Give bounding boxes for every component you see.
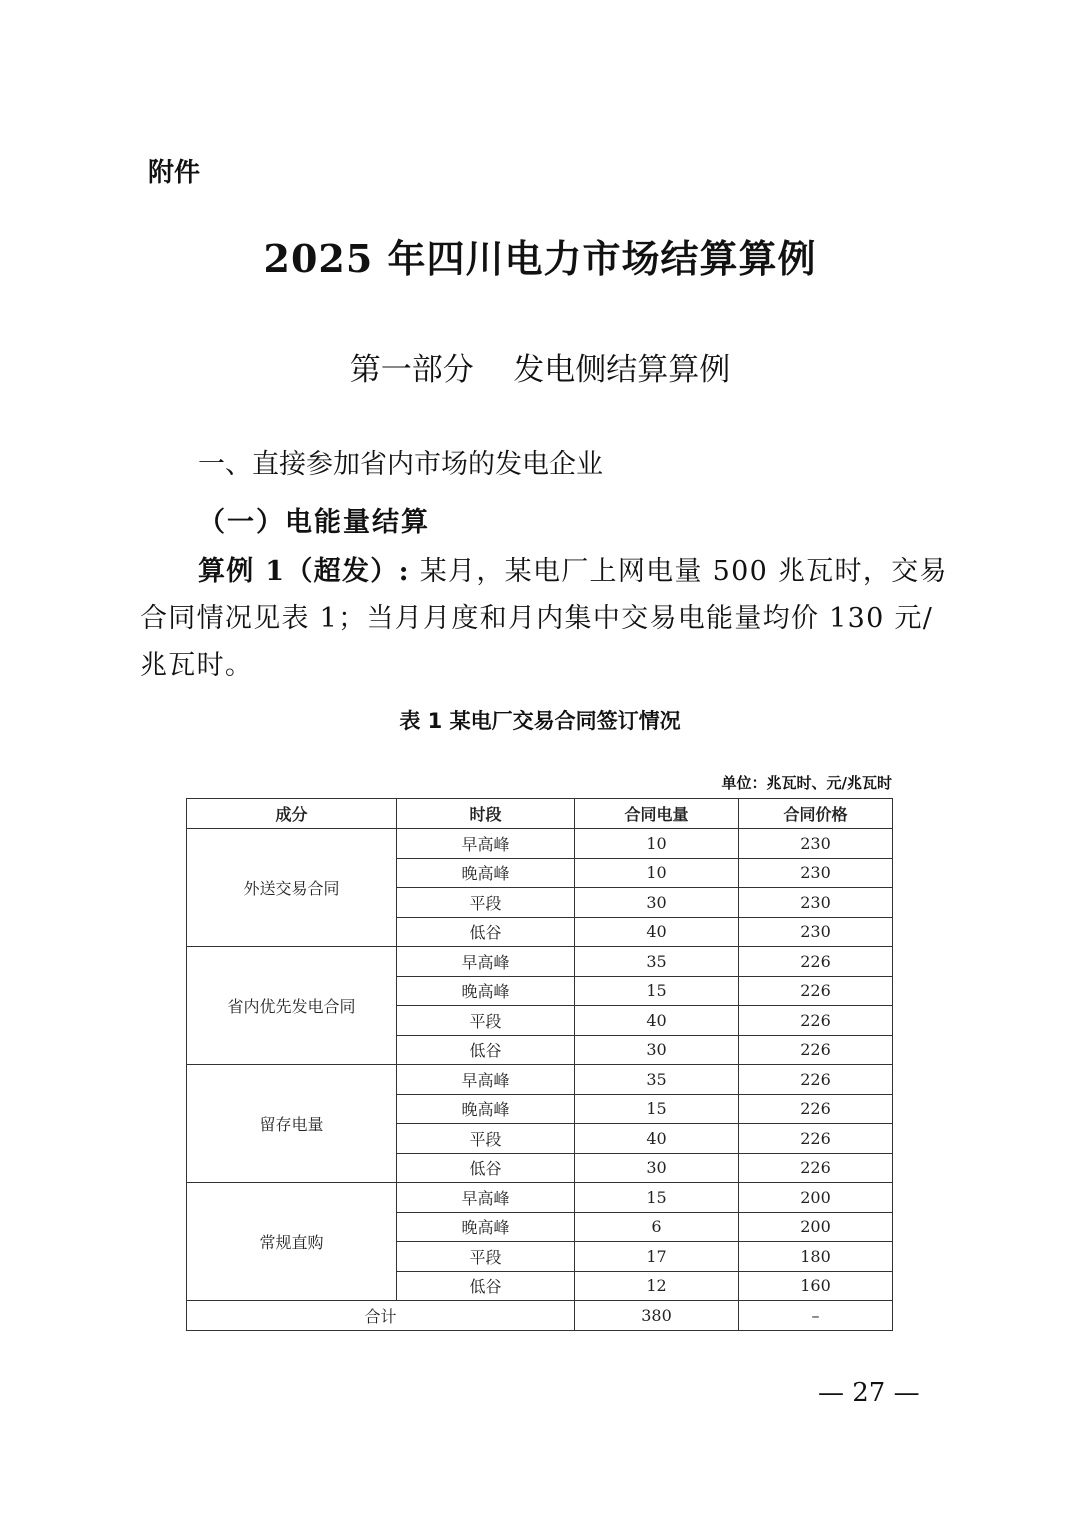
qty-cell: 15 [575,1094,739,1124]
price-cell: 226 [739,1065,893,1095]
price-cell: 226 [739,1035,893,1065]
group-name-cell: 留存电量 [187,1065,397,1183]
qty-cell: 17 [575,1242,739,1272]
period-cell: 平段 [397,1006,575,1036]
period-cell: 晚高峰 [397,1094,575,1124]
qty-cell: 15 [575,976,739,1006]
period-cell: 晚高峰 [397,976,575,1006]
total-label: 合计 [187,1301,575,1331]
table-row [187,829,893,859]
period-cell: 晚高峰 [397,1212,575,1242]
header-component: 成分 [187,799,397,829]
period-cell: 低谷 [397,917,575,947]
example-body: 某月，某电厂上网电量 500 兆瓦时，交易合同情况见表 1；当月月度和月内集中交易电能量均价 130 元/兆瓦时。 [140,556,948,681]
qty-cell: 40 [575,1124,739,1154]
qty-cell: 10 [575,858,739,888]
qty-cell: 30 [575,1035,739,1065]
table-row [187,1183,893,1213]
contract-table [186,798,893,1331]
table-row [187,947,893,977]
qty-cell: 12 [575,1271,739,1301]
table-total-row [187,1301,893,1331]
table-header-row [187,799,893,829]
period-cell: 低谷 [397,1153,575,1183]
period-cell: 平段 [397,1124,575,1154]
period-cell: 晚高峰 [397,858,575,888]
qty-cell: 40 [575,1006,739,1036]
table-body [187,829,893,1301]
price-cell: 226 [739,1124,893,1154]
price-cell: 226 [739,976,893,1006]
period-cell: 早高峰 [397,947,575,977]
header-period: 时段 [397,799,575,829]
section-heading: 一、直接参加省内市场的发电企业 [198,449,603,480]
table-caption: 表 1 某电厂交易合同签订情况 [399,709,681,733]
price-cell: 226 [739,1153,893,1183]
price-cell: 200 [739,1183,893,1213]
price-cell: 230 [739,917,893,947]
price-cell: 230 [739,888,893,918]
total-qty: 380 [575,1301,739,1331]
price-cell: 200 [739,1212,893,1242]
price-cell: 230 [739,858,893,888]
total-price: – [739,1301,893,1331]
price-cell: 226 [739,1094,893,1124]
qty-cell: 40 [575,917,739,947]
table-row [187,1065,893,1095]
period-cell: 早高峰 [397,1065,575,1095]
qty-cell: 30 [575,1153,739,1183]
part-title: 第一部分 发电侧结算算例 [349,352,731,388]
price-cell: 180 [739,1242,893,1272]
qty-cell: 30 [575,888,739,918]
header-contract-price: 合同价格 [739,799,893,829]
price-cell: 226 [739,947,893,977]
price-cell: 230 [739,829,893,859]
period-cell: 低谷 [397,1035,575,1065]
group-name-cell: 常规直购 [187,1183,397,1301]
qty-cell: 35 [575,947,739,977]
attachment-label: 附件 [148,158,201,188]
period-cell: 平段 [397,888,575,918]
price-cell: 226 [739,1006,893,1036]
qty-cell: 6 [575,1212,739,1242]
period-cell: 早高峰 [397,1183,575,1213]
document-title: 2025 年四川电力市场结算算例 [263,236,817,281]
group-name-cell: 省内优先发电合同 [187,947,397,1065]
qty-cell: 15 [575,1183,739,1213]
example-paragraph [140,548,950,689]
page-number: — 27 — [818,1378,920,1408]
subsection-heading: （一）电能量结算 [198,507,430,538]
group-name-cell: 外送交易合同 [187,829,397,947]
qty-cell: 10 [575,829,739,859]
period-cell: 早高峰 [397,829,575,859]
qty-cell: 35 [575,1065,739,1095]
header-contract-qty: 合同电量 [575,799,739,829]
period-cell: 平段 [397,1242,575,1272]
price-cell: 160 [739,1271,893,1301]
table-unit: 单位：兆瓦时、元/兆瓦时 [721,774,892,792]
example-lead: 算例 1（超发）: [198,556,410,587]
period-cell: 低谷 [397,1271,575,1301]
